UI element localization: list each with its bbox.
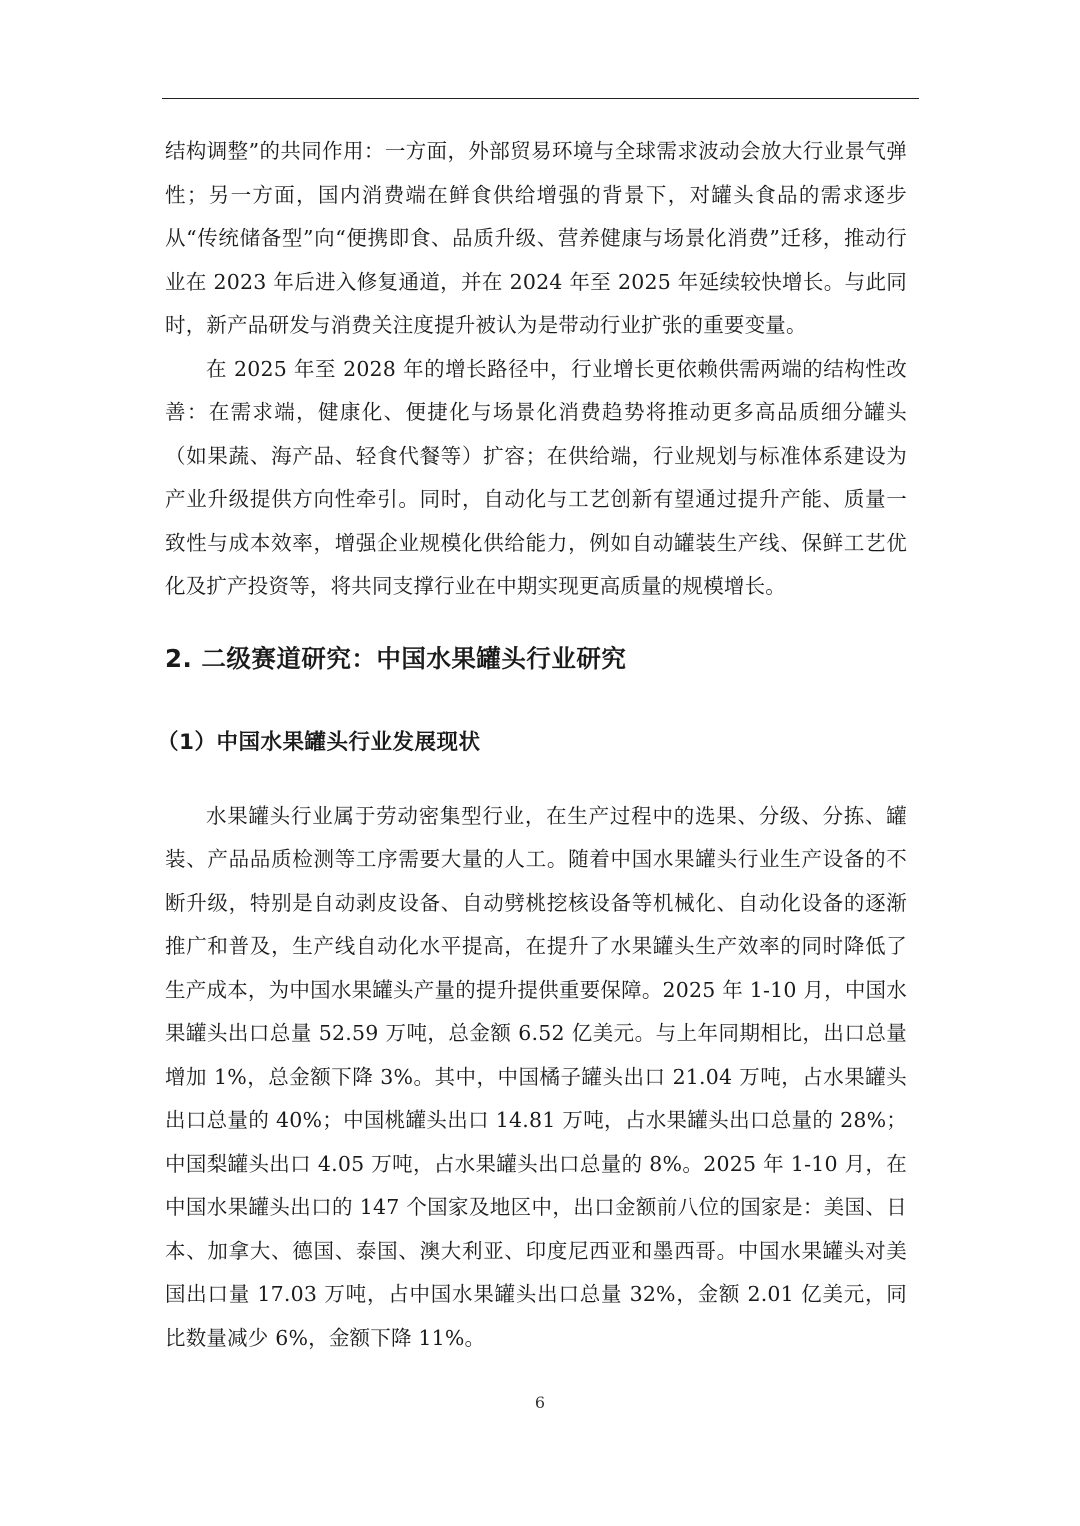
body-paragraph: 水果罐头行业属于劳动密集型行业，在生产过程中的选果、分级、分拣、罐装、产品品质检测等工序需要大量的人工。随着中国水果罐头行业生产设备的不断升级，特别是自动剥皮设备、自动劈桃挖核设备等机械化、自动化设备的逐渐推广和普及，生产线自动化水平提高，在提升了水果罐头生产效率的同时降低了生产成本，为中国水果罐头产量的提升提供重要保障。2025 年 1-10 月，中国水果罐头出口总量 52.59 万吨，总金额 6.52 亿美元。与上年同期相比，出口总量增加 1%，总金额下降 3%。其中，中国橘子罐头出口 21.04 万吨，占水果罐头出口总量的 40%；中国桃罐头出口 14.81 万吨，占水果罐头出口总量的 28%；中国梨罐头出口 4.05 万吨，占水果罐头出口总量的 8%。2025 年 1-10 月，在中国水果罐头出口的 147 个国家及地区中，出口金额前八位的国家是：美国、日本、加拿大、德国、泰国、澳大利亚、印度尼西亚和墨西哥。中国水果罐头对美国出口量 17.03 万吨，占中国水果罐头出口总量 32%，金额 2.01 亿美元，同比数量减少 6%，金额下降 11%。 — [165, 803, 907, 1350]
page-content — [157, 130, 907, 1360]
subsection-heading: （1）中国水果罐头行业发展现状 — [157, 729, 481, 755]
header-rule — [162, 98, 919, 99]
body-paragraph-continued: 结构调整”的共同作用：一方面，外部贸易环境与全球需求波动会放大行业景气弹性；另一方面，国内消费端在鲜食供给增强的背景下，对罐头食品的需求逐步从“传统储备型”向“便携即食、品质升级、营养健康与场景化消费”迁移，推动行业在 2023 年后进入修复通道，并在 2024 年至 2025 年延续较快增长。与此同时，新产品研发与消费关注度提升被认为是带动行业扩张的重要变量。 — [165, 139, 907, 337]
body-paragraph: 在 2025 年至 2028 年的增长路径中，行业增长更依赖供需两端的结构性改善：在需求端，健康化、便捷化与场景化消费趋势将推动更多高品质细分罐头（如果蔬、海产品、轻食代餐等）扩容；在供给端，行业规划与标准体系建设为产业升级提供方向性牵引。同时，自动化与工艺创新有望通过提升产能、质量一致性与成本效率，增强企业规模化供给能力，例如自动罐装生产线、保鲜工艺优化及扩产投资等，将共同支撑行业在中期实现更高质量的规模增长。 — [165, 356, 907, 598]
section-heading: 2. 二级赛道研究：中国水果罐头行业研究 — [165, 643, 627, 673]
page-number: 6 — [534, 1393, 546, 1412]
